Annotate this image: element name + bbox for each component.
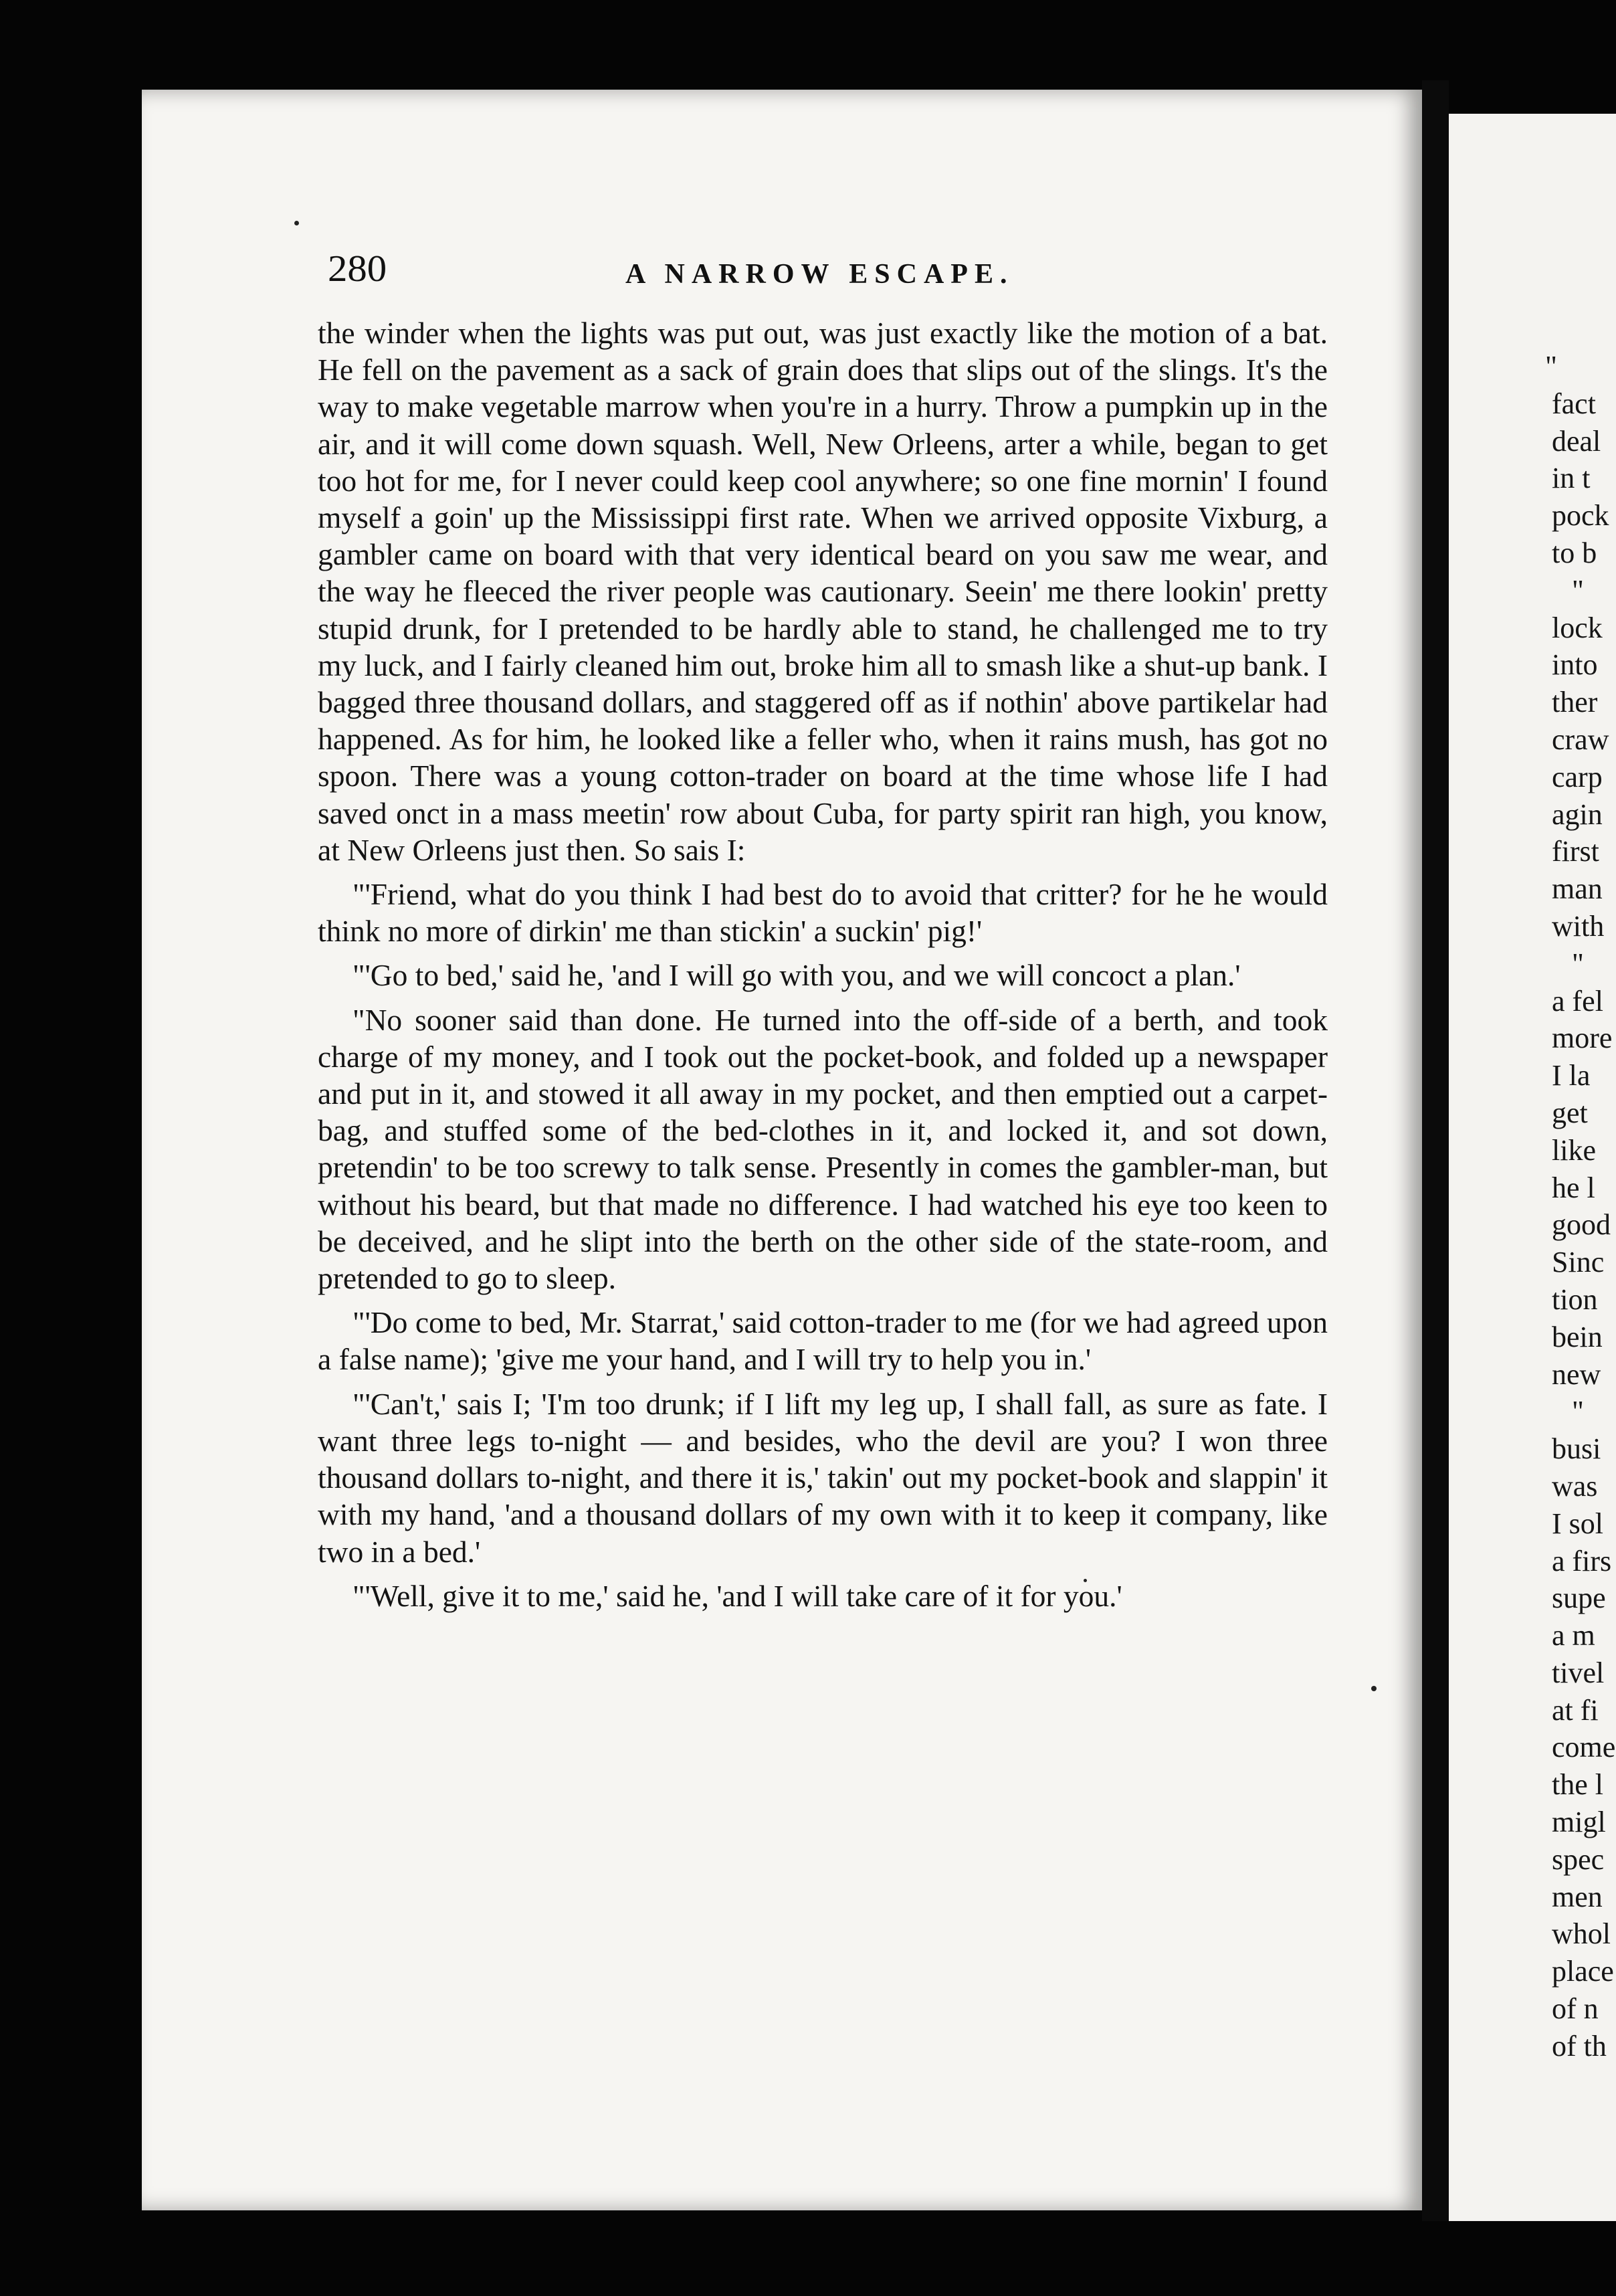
facing-line: a fel — [1552, 984, 1603, 1018]
paragraph: "'Do come to bed, Mr. Starrat,' said cotton-trader to me (for we had agreed upon a false name); 'give me your hand, and I will try to help you in.' — [318, 1305, 1328, 1377]
facing-line: " — [1572, 947, 1584, 980]
facing-line: good — [1552, 1208, 1611, 1242]
facing-line: man — [1552, 872, 1603, 906]
facing-line: carp — [1552, 760, 1603, 793]
paragraph: "'Friend, what do you think I had best do to avoid that critter? for he he would think no more of dirkin' me than stickin' a suckin' pig!' — [318, 877, 1328, 949]
body-text — [318, 314, 1328, 1622]
facing-line: tivel — [1552, 1656, 1605, 1689]
facing-line: whol — [1552, 1917, 1611, 1951]
running-title: A NARROW ESCAPE. — [625, 259, 1014, 290]
facing-line: new — [1552, 1357, 1601, 1391]
facing-line: come — [1552, 1731, 1616, 1764]
paragraph: "'Well, give it to me,' said he, 'and I will take care of it for you.' — [352, 1578, 1122, 1613]
page-blemish — [1371, 1686, 1377, 1691]
facing-line: of n — [1552, 1992, 1599, 2026]
facing-line: " — [1572, 1395, 1584, 1428]
facing-line: busi — [1552, 1432, 1601, 1466]
running-head — [328, 248, 1371, 308]
facing-line: more — [1552, 1022, 1613, 1055]
facing-line: Sinc — [1552, 1246, 1605, 1279]
paragraph: "'Can't,' sais I; 'I'm too drunk; if I lift my leg up, I shall fall, as sure as fate. I want three legs to-night — and besides, who the devil are you? I won three thousand dollars to-night, and there it is,' takin' out my pocket-book and slappin' it with my hand, 'and a thousand dollars of my own with it to keep it company, like two in a bed.' — [318, 1386, 1328, 1569]
facing-line: fact — [1552, 387, 1596, 420]
paragraph: "'Go to bed,' said he, 'and I will go with you, and we will concoct a plan.' — [352, 958, 1241, 993]
facing-line: into — [1552, 648, 1598, 682]
facing-line: place — [1552, 1955, 1614, 1988]
facing-line: the l — [1552, 1768, 1603, 1802]
facing-line: get — [1552, 1096, 1588, 1129]
page-number: 280 — [328, 248, 387, 290]
facing-line: at fi — [1552, 1693, 1599, 1727]
facing-line: lock — [1552, 611, 1603, 644]
facing-line: first — [1552, 835, 1599, 868]
facing-line: men — [1552, 1880, 1603, 1913]
facing-line: " — [1572, 573, 1584, 607]
facing-line: a m — [1552, 1619, 1595, 1652]
facing-line: bein — [1552, 1320, 1603, 1353]
paragraph: "No sooner said than done. He turned into the off-side of a berth, and took charge of my money, and I took out the pocket-book, and folded up a newspaper and put in it, and stowed it all away in my pocket, and then emptied out a carpet-bag, and stuffed some of the bed-clothes in it, and locked it, and sot down, pretendin' to be too screwy to talk sense. Presently in comes the gambler-man, but without his beard, but that made no difference. I had watched his eye too keen to be deceived, and he slipt into the berth on the other side of the state-room, and pretended to go to sleep. — [318, 1002, 1328, 1296]
facing-line: spec — [1552, 1842, 1605, 1876]
facing-line: " — [1545, 350, 1557, 383]
facing-line: was — [1552, 1469, 1598, 1503]
facing-line: of th — [1552, 2029, 1607, 2063]
facing-line: agin — [1552, 797, 1603, 831]
page-blemish — [294, 221, 299, 225]
facing-line: like — [1552, 1133, 1596, 1167]
facing-line: tion — [1552, 1282, 1598, 1316]
facing-line: with — [1552, 909, 1605, 943]
facing-line: supe — [1552, 1582, 1606, 1615]
facing-line: I la — [1552, 1059, 1591, 1092]
facing-line: migl — [1552, 1806, 1606, 1839]
facing-line: ther — [1552, 686, 1598, 719]
facing-line: to b — [1552, 536, 1597, 569]
facing-line: craw — [1552, 723, 1609, 756]
facing-line: deal — [1552, 424, 1601, 458]
facing-line: I sol — [1552, 1507, 1603, 1540]
paragraph: the winder when the lights was put out, was just exactly like the motion of a bat. He fell on the pavement as a sack of grain does that slips out of the slings. It's the way to make vegetable marrow when you're in a hurry. Throw a pumpkin up in the air, and it will come down squash. Well, New Orleens, arter a while, began to get too hot for me, for I never could keep cool anywhere; so one fine mornin' I found myself a goin' up the Mississippi first rate. When we arrived opposite Vixburg, a gambler came on board with that very identical beard on you saw me wear, and the way he fleeced the river people was cautionary. Seein' me there lookin' pretty stupid drunk, for I pretended to be hardly able to stand, he challenged me to try my luck, and I fairly cleaned him out, broke him all to smash like a shut-up bank. I bagged three thousand dollars, and staggered off as if nothin' above partikelar had happened. As for him, he looked like a feller who, when it rains mush, has got no spoon. There was a young cotton-trader on board at the time whose life I had saved onct in a mass meetin' row about Cuba, for party spirit ran high, you know, at New Orleens just then. So sais I: — [318, 316, 1328, 867]
facing-line: in t — [1552, 462, 1591, 495]
facing-page-text — [1445, 348, 1616, 2065]
facing-line: he l — [1552, 1171, 1595, 1204]
facing-line: pock — [1552, 499, 1609, 533]
facing-line: a firs — [1552, 1544, 1612, 1577]
